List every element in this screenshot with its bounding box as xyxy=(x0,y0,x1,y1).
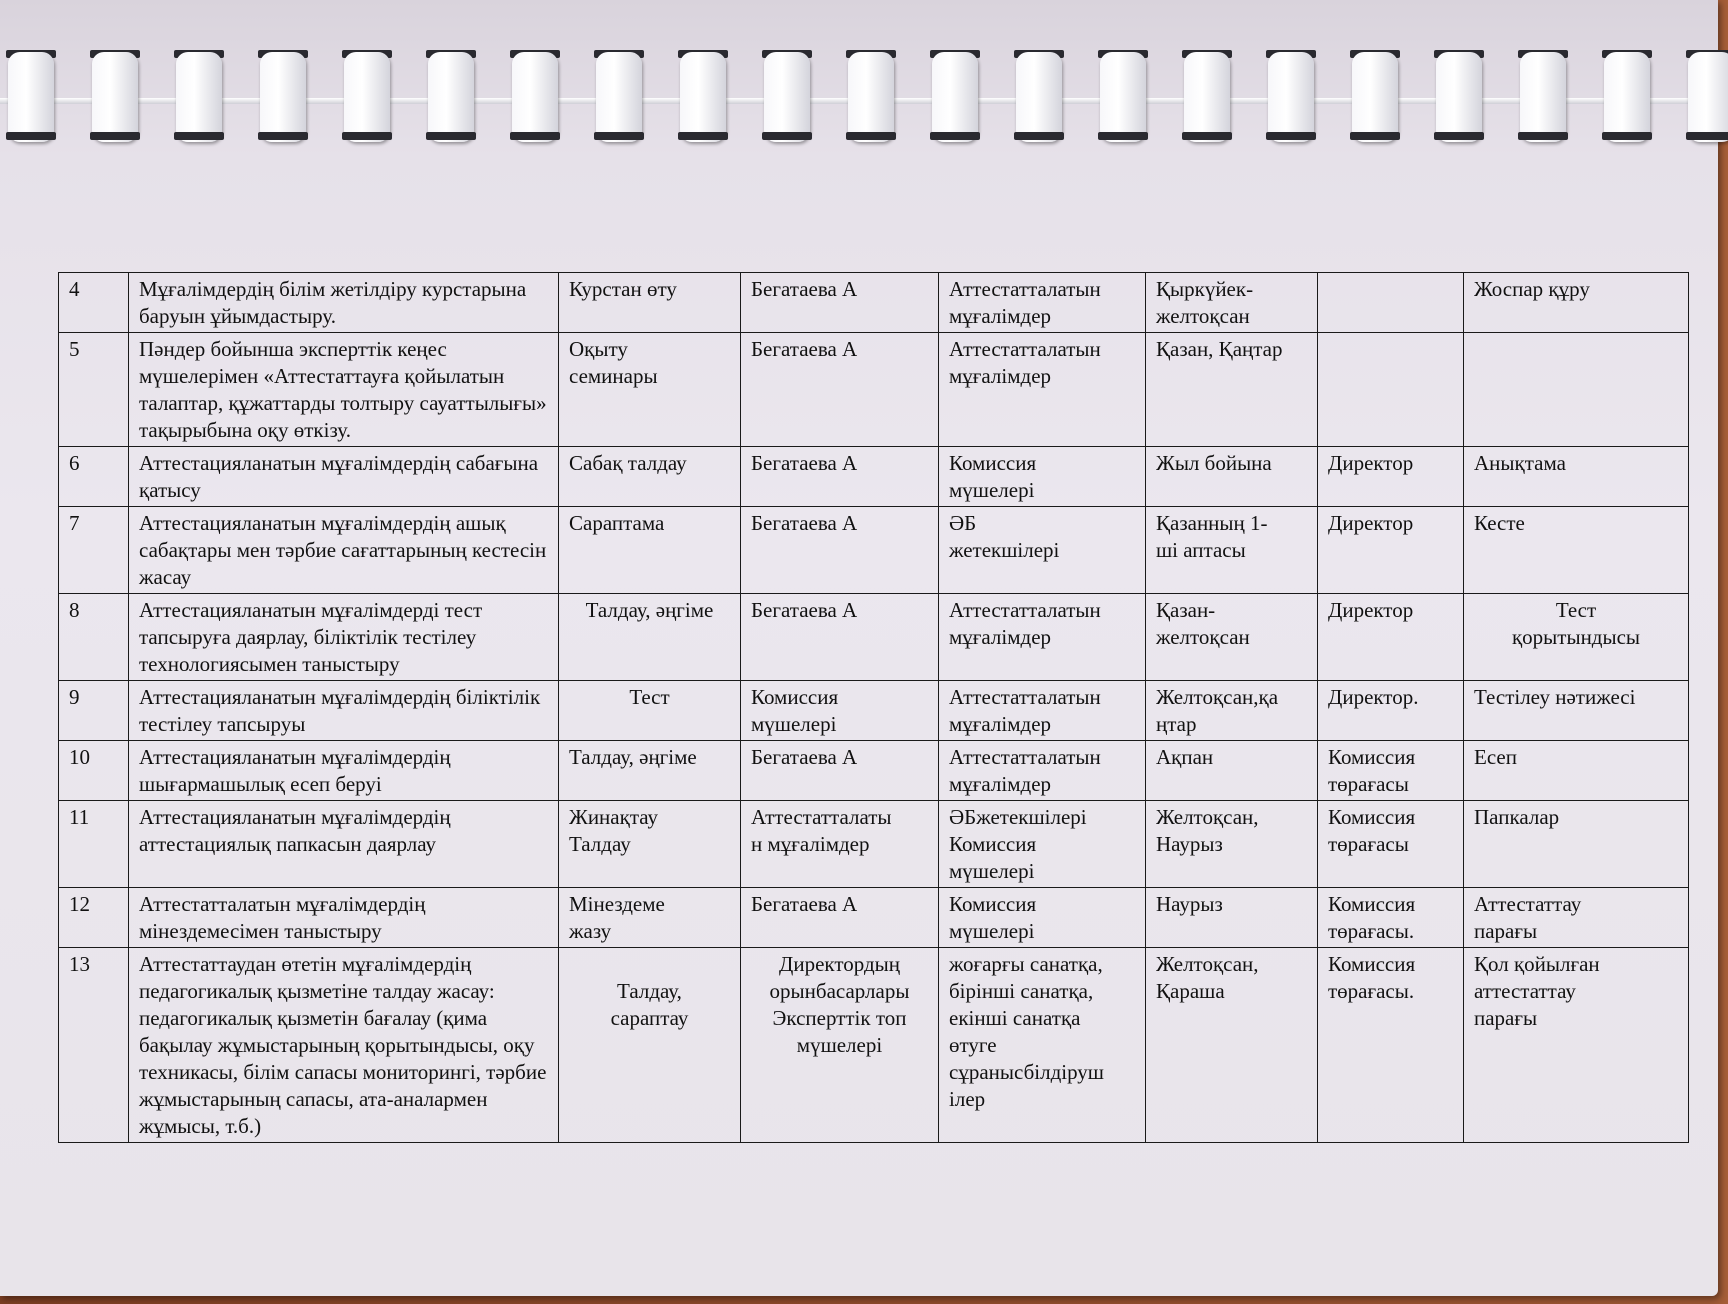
cell-participants: ӘБ жетекшілері xyxy=(939,507,1146,594)
cell-participants: Комиссия мүшелері xyxy=(939,888,1146,948)
cell-participants: Аттестатталатын мұғалімдер xyxy=(939,333,1146,447)
cell-number: 10 xyxy=(59,741,129,801)
binding-hole xyxy=(1518,132,1568,140)
cell-review xyxy=(1318,273,1464,333)
binding-ring xyxy=(260,52,306,142)
cell-period: Желтоқсан, Қараша xyxy=(1146,948,1318,1143)
cell-period: Наурыз xyxy=(1146,888,1318,948)
table-row xyxy=(59,801,1689,888)
binding-ring xyxy=(8,52,54,142)
cell-review xyxy=(1318,333,1464,447)
cell-participants: ӘБжетекшілері Комиссия мүшелері xyxy=(939,801,1146,888)
binding-hole xyxy=(174,132,224,140)
binding-ring xyxy=(764,52,810,142)
attestation-plan-table xyxy=(58,272,1689,1143)
binding-hole xyxy=(90,132,140,140)
binding-ring xyxy=(1604,52,1650,142)
cell-participants: Аттестатталатын мұғалімдер xyxy=(939,594,1146,681)
cell-result: Қол қойылған аттестаттау парағы xyxy=(1464,948,1689,1143)
binding-ring xyxy=(512,52,558,142)
binding-hole xyxy=(1266,132,1316,140)
cell-result: Тестілеу нәтижесі xyxy=(1464,681,1689,741)
binding-ring xyxy=(680,52,726,142)
cell-number: 8 xyxy=(59,594,129,681)
cell-review: Директор xyxy=(1318,507,1464,594)
binding-ring xyxy=(176,52,222,142)
cell-responsible: Аттестатталаты н мұғалімдер xyxy=(741,801,939,888)
cell-responsible: Бегатаева А xyxy=(741,741,939,801)
binding-hole xyxy=(1350,132,1400,140)
cell-number: 13 xyxy=(59,948,129,1143)
table-row xyxy=(59,948,1689,1143)
table-row xyxy=(59,333,1689,447)
cell-result: Аттестаттау парағы xyxy=(1464,888,1689,948)
cell-result: Тест қорытындысы xyxy=(1464,594,1689,681)
binding-ring xyxy=(932,52,978,142)
binding-hole xyxy=(1182,132,1232,140)
cell-review: Директор xyxy=(1318,594,1464,681)
cell-form: Сараптама xyxy=(559,507,741,594)
table-row xyxy=(59,507,1689,594)
cell-activity: Аттестацияланатын мұғалімдердің аттестациялық папкасын даярлау xyxy=(129,801,559,888)
table-row xyxy=(59,447,1689,507)
cell-result xyxy=(1464,333,1689,447)
cell-responsible: Бегатаева А xyxy=(741,273,939,333)
cell-number: 4 xyxy=(59,273,129,333)
cell-form: Талдау, сараптау xyxy=(559,948,741,1143)
table-row xyxy=(59,888,1689,948)
cell-activity: Аттестатталатын мұғалімдердің мінездемесімен таныстыру xyxy=(129,888,559,948)
binding-hole xyxy=(258,132,308,140)
binding-ring xyxy=(344,52,390,142)
spiral-binding xyxy=(0,40,1728,150)
binding-ring xyxy=(1184,52,1230,142)
cell-activity: Аттестацияланатын мұғалімдердің біліктілік тестілеу тапсыруы xyxy=(129,681,559,741)
binding-ring xyxy=(1520,52,1566,142)
binding-hole xyxy=(342,132,392,140)
cell-number: 12 xyxy=(59,888,129,948)
cell-review: Директор xyxy=(1318,447,1464,507)
cell-form: Курстан өту xyxy=(559,273,741,333)
binding-ring xyxy=(1352,52,1398,142)
binding-ring xyxy=(1436,52,1482,142)
binding-ring xyxy=(848,52,894,142)
cell-form: Жинақтау Талдау xyxy=(559,801,741,888)
cell-form: Талдау, әңгіме xyxy=(559,741,741,801)
cell-form: Тест xyxy=(559,681,741,741)
cell-activity: Аттестацияланатын мұғалімдердің ашық сабақтары мен тәрбие сағаттарының кестесін жасау xyxy=(129,507,559,594)
binding-hole xyxy=(1686,132,1728,140)
binding-hole xyxy=(846,132,896,140)
table-row xyxy=(59,594,1689,681)
cell-participants: Комиссия мүшелері xyxy=(939,447,1146,507)
binding-hole xyxy=(510,132,560,140)
table-row xyxy=(59,741,1689,801)
binding-ring xyxy=(428,52,474,142)
binding-hole xyxy=(1014,132,1064,140)
cell-review: Комиссия төрағасы. xyxy=(1318,948,1464,1143)
cell-form: Мінездеме жазу xyxy=(559,888,741,948)
cell-period: Желтоқсан, Наурыз xyxy=(1146,801,1318,888)
cell-participants: Аттестатталатын мұғалімдер xyxy=(939,273,1146,333)
cell-number: 7 xyxy=(59,507,129,594)
cell-review: Комиссия төрағасы. xyxy=(1318,888,1464,948)
cell-period: Ақпан xyxy=(1146,741,1318,801)
binding-hole xyxy=(930,132,980,140)
cell-period: Қазан- желтоқсан xyxy=(1146,594,1318,681)
cell-activity: Пәндер бойынша эксперттік кеңес мүшелерімен «Аттестаттауға қойылатын талаптар, құжаттарды толтыру сауаттылығы» тақырыбына оқу өткізу. xyxy=(129,333,559,447)
binding-hole xyxy=(6,132,56,140)
binding-hole xyxy=(762,132,812,140)
cell-responsible: Бегатаева А xyxy=(741,333,939,447)
cell-responsible: Бегатаева А xyxy=(741,507,939,594)
cell-period: Желтоқсан,қа ңтар xyxy=(1146,681,1318,741)
cell-result: Кесте xyxy=(1464,507,1689,594)
cell-activity: Аттестацияланатын мұғалімдердің сабағына қатысу xyxy=(129,447,559,507)
cell-responsible: Бегатаева А xyxy=(741,888,939,948)
binding-hole xyxy=(594,132,644,140)
cell-responsible: Комиссия мүшелері xyxy=(741,681,939,741)
cell-form: Оқыту семинары xyxy=(559,333,741,447)
binding-hole xyxy=(678,132,728,140)
binding-ring xyxy=(1268,52,1314,142)
binding-hole xyxy=(1098,132,1148,140)
cell-activity: Аттестаттаудан өтетін мұғалімдердің педагогикалық қызметіне талдау жасау: педагогикалық қызметін бағалау (қима бақылау жұмыстарының қорытындысы, оқу техникасы, білім сапасы мониторингі, тәрбие жұмыстарының сапасы, ата-аналармен жұмысы, т.б.) xyxy=(129,948,559,1143)
cell-result: Есеп xyxy=(1464,741,1689,801)
cell-participants: жоғарғы санатқа, бірінші санатқа, екінші санатқа өтуге сұранысбілдіруш ілер xyxy=(939,948,1146,1143)
cell-result: Жоспар құру xyxy=(1464,273,1689,333)
cell-number: 5 xyxy=(59,333,129,447)
cell-result: Анықтама xyxy=(1464,447,1689,507)
cell-activity: Аттестацияланатын мұғалімдердің шығармашылық есеп беруі xyxy=(129,741,559,801)
cell-activity: Аттестацияланатын мұғалімдерді тест тапсыруға даярлау, біліктілік тестілеу технологиясымен таныстыру xyxy=(129,594,559,681)
binding-ring xyxy=(92,52,138,142)
table-row xyxy=(59,681,1689,741)
cell-number: 11 xyxy=(59,801,129,888)
cell-number: 6 xyxy=(59,447,129,507)
cell-activity: Мұғалімдердің білім жетілдіру курстарына баруын ұйымдастыру. xyxy=(129,273,559,333)
cell-review: Комиссия төрағасы xyxy=(1318,741,1464,801)
binding-hole xyxy=(1434,132,1484,140)
cell-responsible: Бегатаева А xyxy=(741,594,939,681)
binding-ring xyxy=(1100,52,1146,142)
cell-form: Талдау, әңгіме xyxy=(559,594,741,681)
cell-period: Қазанның 1- ші аптасы xyxy=(1146,507,1318,594)
cell-period: Қыркүйек- желтоқсан xyxy=(1146,273,1318,333)
cell-period: Қазан, Қаңтар xyxy=(1146,333,1318,447)
cell-responsible: Директордың орынбасарлары Эксперттік топ мүшелері xyxy=(741,948,939,1143)
cell-number: 9 xyxy=(59,681,129,741)
cell-review: Комиссия төрағасы xyxy=(1318,801,1464,888)
binding-ring xyxy=(1688,52,1728,142)
cell-participants: Аттестатталатын мұғалімдер xyxy=(939,681,1146,741)
cell-responsible: Бегатаева А xyxy=(741,447,939,507)
cell-form: Сабақ талдау xyxy=(559,447,741,507)
binding-ring xyxy=(596,52,642,142)
binding-hole xyxy=(1602,132,1652,140)
binding-ring xyxy=(1016,52,1062,142)
binding-hole xyxy=(426,132,476,140)
table-row xyxy=(59,273,1689,333)
cell-period: Жыл бойына xyxy=(1146,447,1318,507)
cell-review: Директор. xyxy=(1318,681,1464,741)
cell-result: Папкалар xyxy=(1464,801,1689,888)
cell-participants: Аттестатталатын мұғалімдер xyxy=(939,741,1146,801)
